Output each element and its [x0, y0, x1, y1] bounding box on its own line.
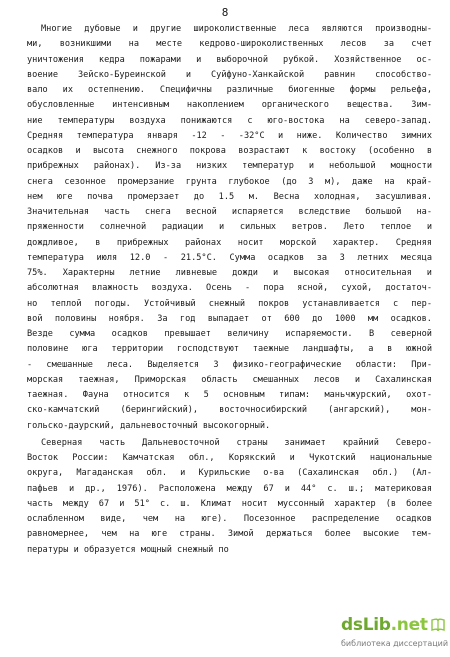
text-line: округа, Магаданская обл. и Курильские о-ва (Сахалинская обл.) (Ал-: [27, 468, 432, 479]
text-line: ско-камчатский (берингийский), восточносибирский (ангарский), мон-: [27, 405, 432, 416]
text-line: Многие дубовые и другие широколиственные леса являются производны-: [41, 24, 432, 34]
text-line: абсолютная влажность воздуха. Осень - пора ясной, сухой, достаточ-: [27, 283, 432, 294]
text-line: Северная часть Дальневосточной страны занимает крайний Северо-: [41, 437, 432, 448]
book-icon: [430, 617, 446, 633]
text-line: часть между 67 и 51° с. ш. Климат носит муссонный характер (в более: [27, 498, 432, 509]
text-line: ослабленном виде, чем на юге). Посезонное распределение осадков: [27, 514, 432, 524]
text-line: 75%. Характерны летние ливневые дожди и высокая относительная и: [27, 268, 432, 278]
text-line: Восток России: Камчатская обл., Корякский и Чукотский национальные: [27, 453, 432, 463]
text-line: вой половины ноября. За год выпадает от 600 до 1000 мм осадков.: [27, 313, 432, 324]
text-line: Везде сумма осадков превышает величину испаряемости. В северной: [27, 329, 432, 339]
text-line: осадков и высота снежного покрова возрастают к востоку (особенно в: [27, 146, 432, 156]
text-line: пафьев и др., 1976). Расположена между 67 и 44° с. ш.; материковая: [27, 483, 432, 494]
text-line: воение Зейско-Буреинской и Суйфуно-Ханкайской равнин способство-: [27, 69, 432, 80]
text-line: вало их остепнению. Специфичны различные биогенные формы рельефа,: [27, 85, 432, 95]
text-line: прибрежных районах). Из-за низких температур и небольшой мощности: [27, 161, 432, 172]
text-line: температура июля 12.0 - 21.5°С. Сумма осадков за 3 летних месяца: [27, 252, 432, 263]
text-line: обусловленные интенсивным накоплением органического вещества. Зим-: [27, 100, 432, 111]
watermark-subtitle: библиотека диссертаций: [341, 639, 449, 648]
text-line: половине юга территории господствуют таежные ландшафты, а в южной: [27, 344, 432, 355]
text-line: нем юге почва промерзает до 1.5 м. Весна холодная, засушливая.: [27, 191, 432, 202]
text-line: ние температуры воздуха понижаются с юго-востока на северо-запад.: [27, 115, 432, 126]
text-line: пряженности солнечной радиации и сильных ветров. Лето теплое и: [27, 222, 432, 233]
text-line: Значительная часть снега весной испаряется вследствие большой на-: [27, 207, 432, 217]
dslib-watermark[interactable]: [341, 615, 449, 655]
text-line: пературы и образуется мощный снежный по: [27, 544, 229, 555]
text-line: гольско-даурский, дальневосточный высокогорный.: [27, 420, 271, 431]
document-body: [27, 22, 432, 558]
text-line: морская таежная, Приморская область смешанных лесов и Сахалинская: [27, 374, 432, 385]
text-line: уничтожения кедра пожарами и выборочной рубкой. Хозяйственное ос-: [27, 54, 432, 65]
page-number: 8: [221, 6, 229, 19]
text-line: дождливое, в прибрежных районах носит морской характер. Средняя: [27, 237, 432, 248]
text-line: - смешанные леса. Выделяется 3 физико-географические области: При-: [27, 359, 432, 370]
text-line: Средняя температура января -12 - -32°С и ниже. Количество зимних: [27, 130, 432, 141]
text-line: ми, возникшими на месте кедрово-широколиственных лесов за счет: [27, 39, 432, 50]
text-line: снега сезонное промерзание грунта глубокое (до 3 м), даже на край-: [27, 176, 432, 187]
watermark-logo: dsLib.net: [341, 615, 428, 635]
text-line: но теплой погоды. Устойчивый снежный покров устанавливается с пер-: [27, 298, 432, 309]
text-line: равномернее, чем на юге страны. Зимой держаться более высокие тем-: [27, 529, 432, 540]
text-line: таежная. Фауна относится к 5 основным типам: маньчжурский, охот-: [27, 390, 432, 400]
